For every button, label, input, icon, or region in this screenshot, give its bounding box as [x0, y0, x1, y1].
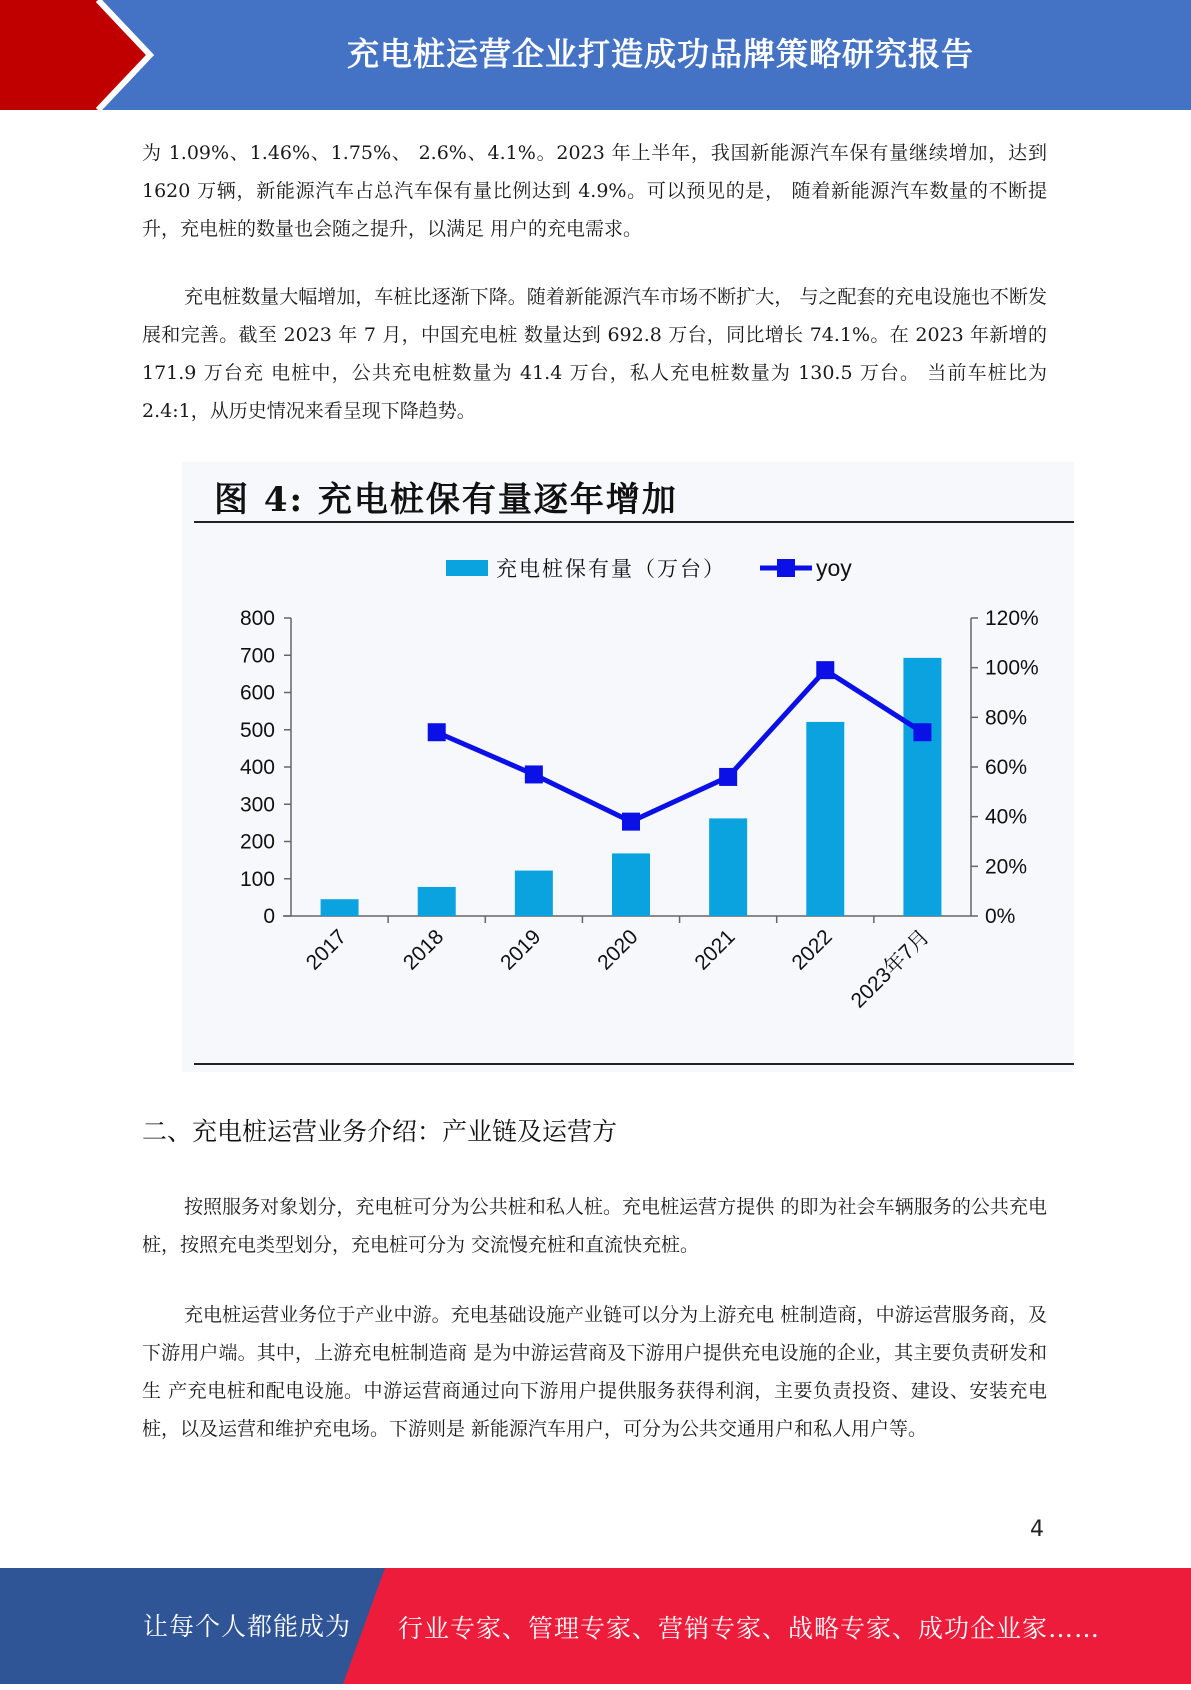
left-axis-tick-label: 300: [239, 793, 275, 817]
legend-line-label: yoy: [816, 555, 852, 581]
page-number: 4: [1030, 1517, 1044, 1542]
yoy-marker: [428, 723, 446, 741]
x-axis-category-label: 2020: [593, 925, 643, 975]
right-axis-tick-label: 40%: [985, 805, 1028, 829]
bar: [806, 722, 844, 916]
bar: [418, 887, 456, 916]
figure-charging-pile-chart: [182, 462, 1074, 1072]
x-axis-category-label: 2018: [398, 925, 449, 975]
header-arrow-decoration: [0, 0, 160, 110]
bar: [709, 818, 747, 916]
right-axis-tick-label: 120%: [985, 607, 1039, 630]
x-axis-category-label: 2021: [690, 925, 740, 975]
right-axis-tick-label: 100%: [985, 656, 1039, 680]
footer-slogan-left: 让每个人都能成为: [143, 1612, 352, 1641]
bar: [903, 658, 941, 916]
figure-title: 图 4: 充电桩保有量逐年增加: [214, 480, 678, 520]
report-header: [0, 0, 1191, 110]
bar: [515, 871, 553, 916]
section-heading: 二、充电桩运营业务介绍：产业链及运营方: [142, 1117, 618, 1146]
bar: [612, 853, 650, 916]
legend-bar-label: 充电桩保有量（万台）: [496, 557, 726, 581]
x-axis-category-label: 2023年7月: [846, 925, 934, 1013]
yoy-line: [437, 670, 923, 821]
paragraph-charging-pile-count: 充电桩数量大幅增加，车桩比逐渐下降。随着新能源汽车市场不断扩大， 与之配套的充电设施也不断发展和完善。截至 2023 年 7 月，中国充电桩 数量达到 692.8 万台，同比增长 74.1%。在 2023 年新增的 171.9 万台充 电桩中，公共充电桩数量为 41.4 万台，私人充电桩数量为 130.5 万台。 当前车桩比为 2.4:1，从历史情况来看呈现下降趋势。: [142, 286, 1047, 422]
x-axis-category-label: 2017: [301, 925, 352, 975]
footer-slogan-right: 行业专家、管理专家、营销专家、战略专家、成功企业家……: [398, 1614, 1101, 1643]
legend-line-marker: [777, 559, 795, 577]
left-axis-tick-label: 800: [239, 607, 275, 630]
paragraph-ev-growth: 为 1.09%、1.46%、1.75%、 2.6%、4.1%。2023 年上半年，我国新能源汽车保有量继续增加，达到 1620 万辆，新能源汽车占总汽车保有量比例达到 4.9%。可以预见的是， 随着新能源汽车数量的不断提升，充电桩的数量也会随之提升，以满足 用户的充电需求。: [142, 142, 1047, 240]
x-axis-category-label: 2022: [787, 925, 837, 975]
left-axis-tick-label: 0: [263, 905, 275, 928]
paragraph-pile-classification: 按照服务对象划分，充电桩可分为公共桩和私人桩。充电桩运营方提供 的即为社会车辆服务的公共充电桩，按照充电类型划分，充电桩可分为 交流慢充桩和直流快充桩。: [142, 1196, 1047, 1256]
yoy-marker: [719, 768, 737, 786]
yoy-marker: [622, 813, 640, 831]
left-axis-tick-label: 500: [239, 718, 275, 742]
right-axis-tick-label: 80%: [985, 706, 1028, 730]
left-axis-tick-label: 200: [239, 830, 275, 854]
yoy-marker: [525, 765, 543, 783]
legend-bar-swatch: [446, 560, 488, 576]
right-axis-tick-label: 20%: [985, 855, 1028, 879]
paragraph-industry-chain: 充电桩运营业务位于产业中游。充电基础设施产业链可以分为上游充电 桩制造商，中游运营服务商，及下游用户端。其中，上游充电桩制造商 是为中游运营商及下游用户提供充电设施的企业，其主要负责研发和生 产充电桩和配电设施。中游运营商通过向下游用户提供服务获得利润，主要负责投资、建设、安装充电桩，以及运营和维护充电场。下游则是 新能源汽车用户，可分为公共交通用户和私人用户等。: [142, 1304, 1047, 1440]
right-axis-tick-label: 60%: [985, 756, 1028, 779]
report-footer: [0, 1568, 1191, 1684]
figure-bottom-rule: [194, 1063, 1074, 1065]
report-title: 充电桩运营企业打造成功品牌策略研究报告: [346, 35, 974, 73]
right-axis-tick-label: 0%: [985, 905, 1016, 928]
bar: [321, 899, 359, 916]
yoy-marker: [816, 661, 834, 679]
left-axis-tick-label: 700: [239, 644, 275, 668]
chart-canvas: [182, 462, 1074, 1062]
left-axis-tick-label: 100: [239, 867, 275, 891]
yoy-marker: [913, 723, 931, 741]
left-axis-tick-label: 400: [239, 756, 275, 779]
left-axis-tick-label: 600: [239, 681, 275, 705]
x-axis-category-label: 2019: [496, 925, 546, 975]
